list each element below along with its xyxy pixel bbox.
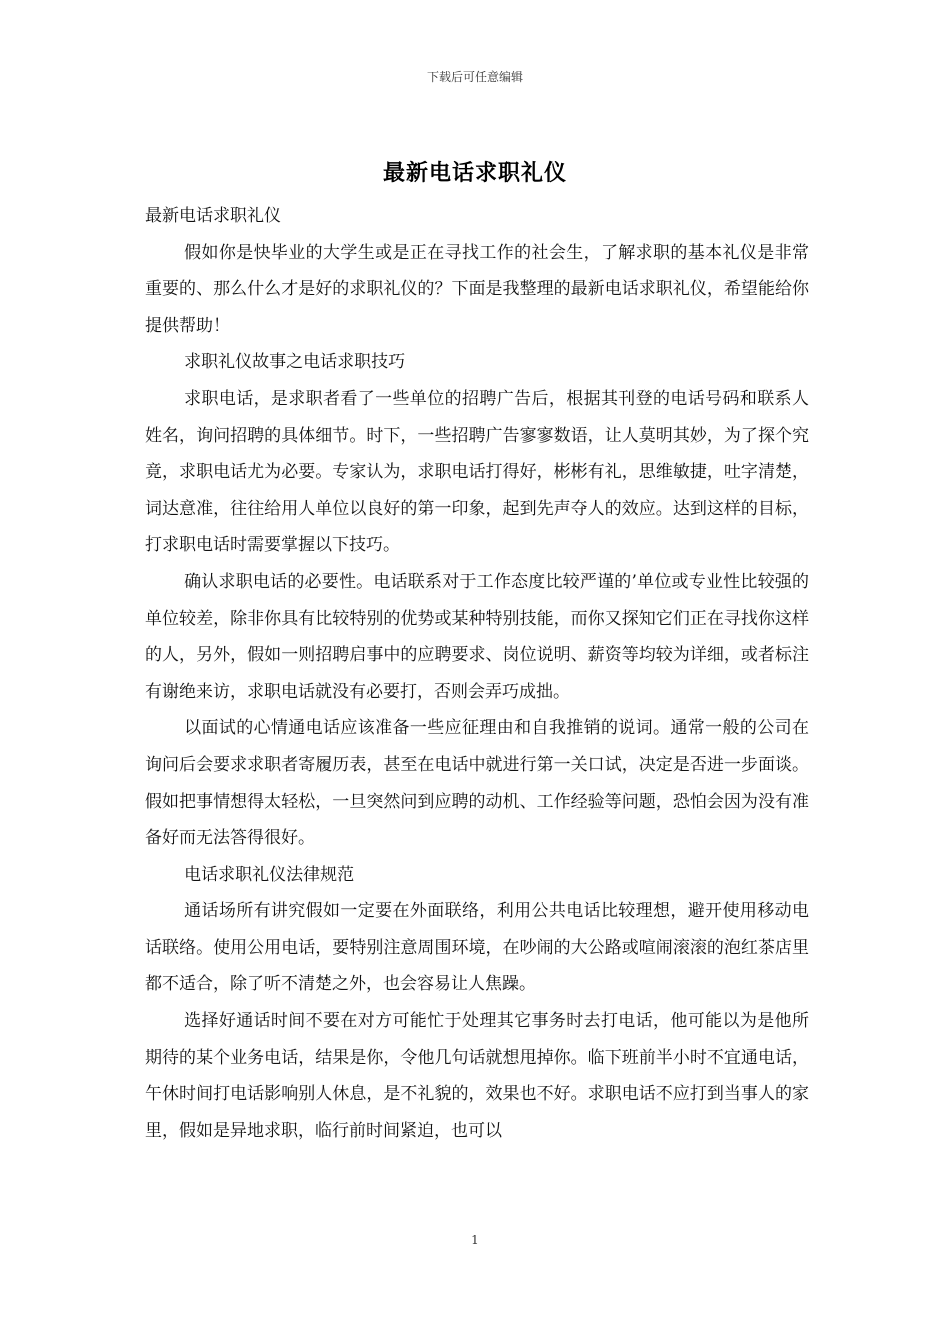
section-heading: 求职礼仪故事之电话求职技巧 [184,352,406,373]
paragraph: 假如你是快毕业的大学生或是正在寻找工作的社会生，了解求职的基本礼仪是非常重要的、那么什么才是好的求职礼仪的？下面是我整理的最新电话求职礼仪，希望能给你提供帮助！ [145,242,809,336]
paragraph-subtitle: 最新电话求职礼仪 [145,206,281,226]
paragraph: 通话场所有讲究假如一定要在外面联络，利用公共电话比较理想，避开使用移动电话联络。使用公用电话，要特别注意周围环境，在吵闹的大公路或喧闹滚滚的泡红茶店里都不适合，除了听不清楚之外，也会容易让人焦躁。 [145,901,809,995]
header-note: 下载后可任意编辑 [426,70,523,84]
page-number: 1 [471,1233,479,1247]
document-title: 最新电话求职礼仪 [382,160,567,186]
paragraph: 以面试的心情通电话应该准备一些应征理由和自我推销的说词。通常一般的公司在询问后会要求求职者寄履历表，甚至在电话中就进行第一关口试，决定是否进一步面谈。假如把事情想得太轻松，一旦突然问到应聘的动机、工作经验等问题，恐怕会因为没有准备好而无法答得很好。 [145,718,809,849]
section-heading: 电话求职礼仪法律规范 [184,864,355,885]
document-body [145,198,809,1149]
paragraph: 选择好通话时间不要在对方可能忙于处理其它事务时去打电话，他可能以为是他所期待的某个业务电话，结果是你，令他几句话就想甩掉你。临下班前半小时不宜通电话，午休时间打电话影响别人休息，是不礼貌的，效果也不好。求职电话不应打到当事人的家里，假如是异地求职，临行前时间紧迫，也可以 [145,1011,809,1141]
paragraph: 确认求职电话的必要性。电话联系对于工作态度比较严谨的’单位或专业性比较强的单位较差，除非你具有比较特别的优势或某种特别技能，而你又探知它们正在寻找你这样的人，另外，假如一则招聘启事中的应聘要求、岗位说明、薪资等均较为详细，或者标注有谢绝来访，求职电话就没有必要打，否则会弄巧成拙。 [145,571,809,702]
paragraph: 求职电话，是求职者看了一些单位的招聘广告后，根据其刊登的电话号码和联系人姓名，询问招聘的具体细节。时下，一些招聘广告寥寥数语，让人莫明其妙，为了探个究竟，求职电话尤为必要。专家认为，求职电话打得好，彬彬有礼，思维敏捷，吐字清楚，词达意准，往往给用人单位以良好的第一印象，起到先声夺人的效应。达到这样的目标，打求职电话时需要掌握以下技巧。 [145,388,809,556]
